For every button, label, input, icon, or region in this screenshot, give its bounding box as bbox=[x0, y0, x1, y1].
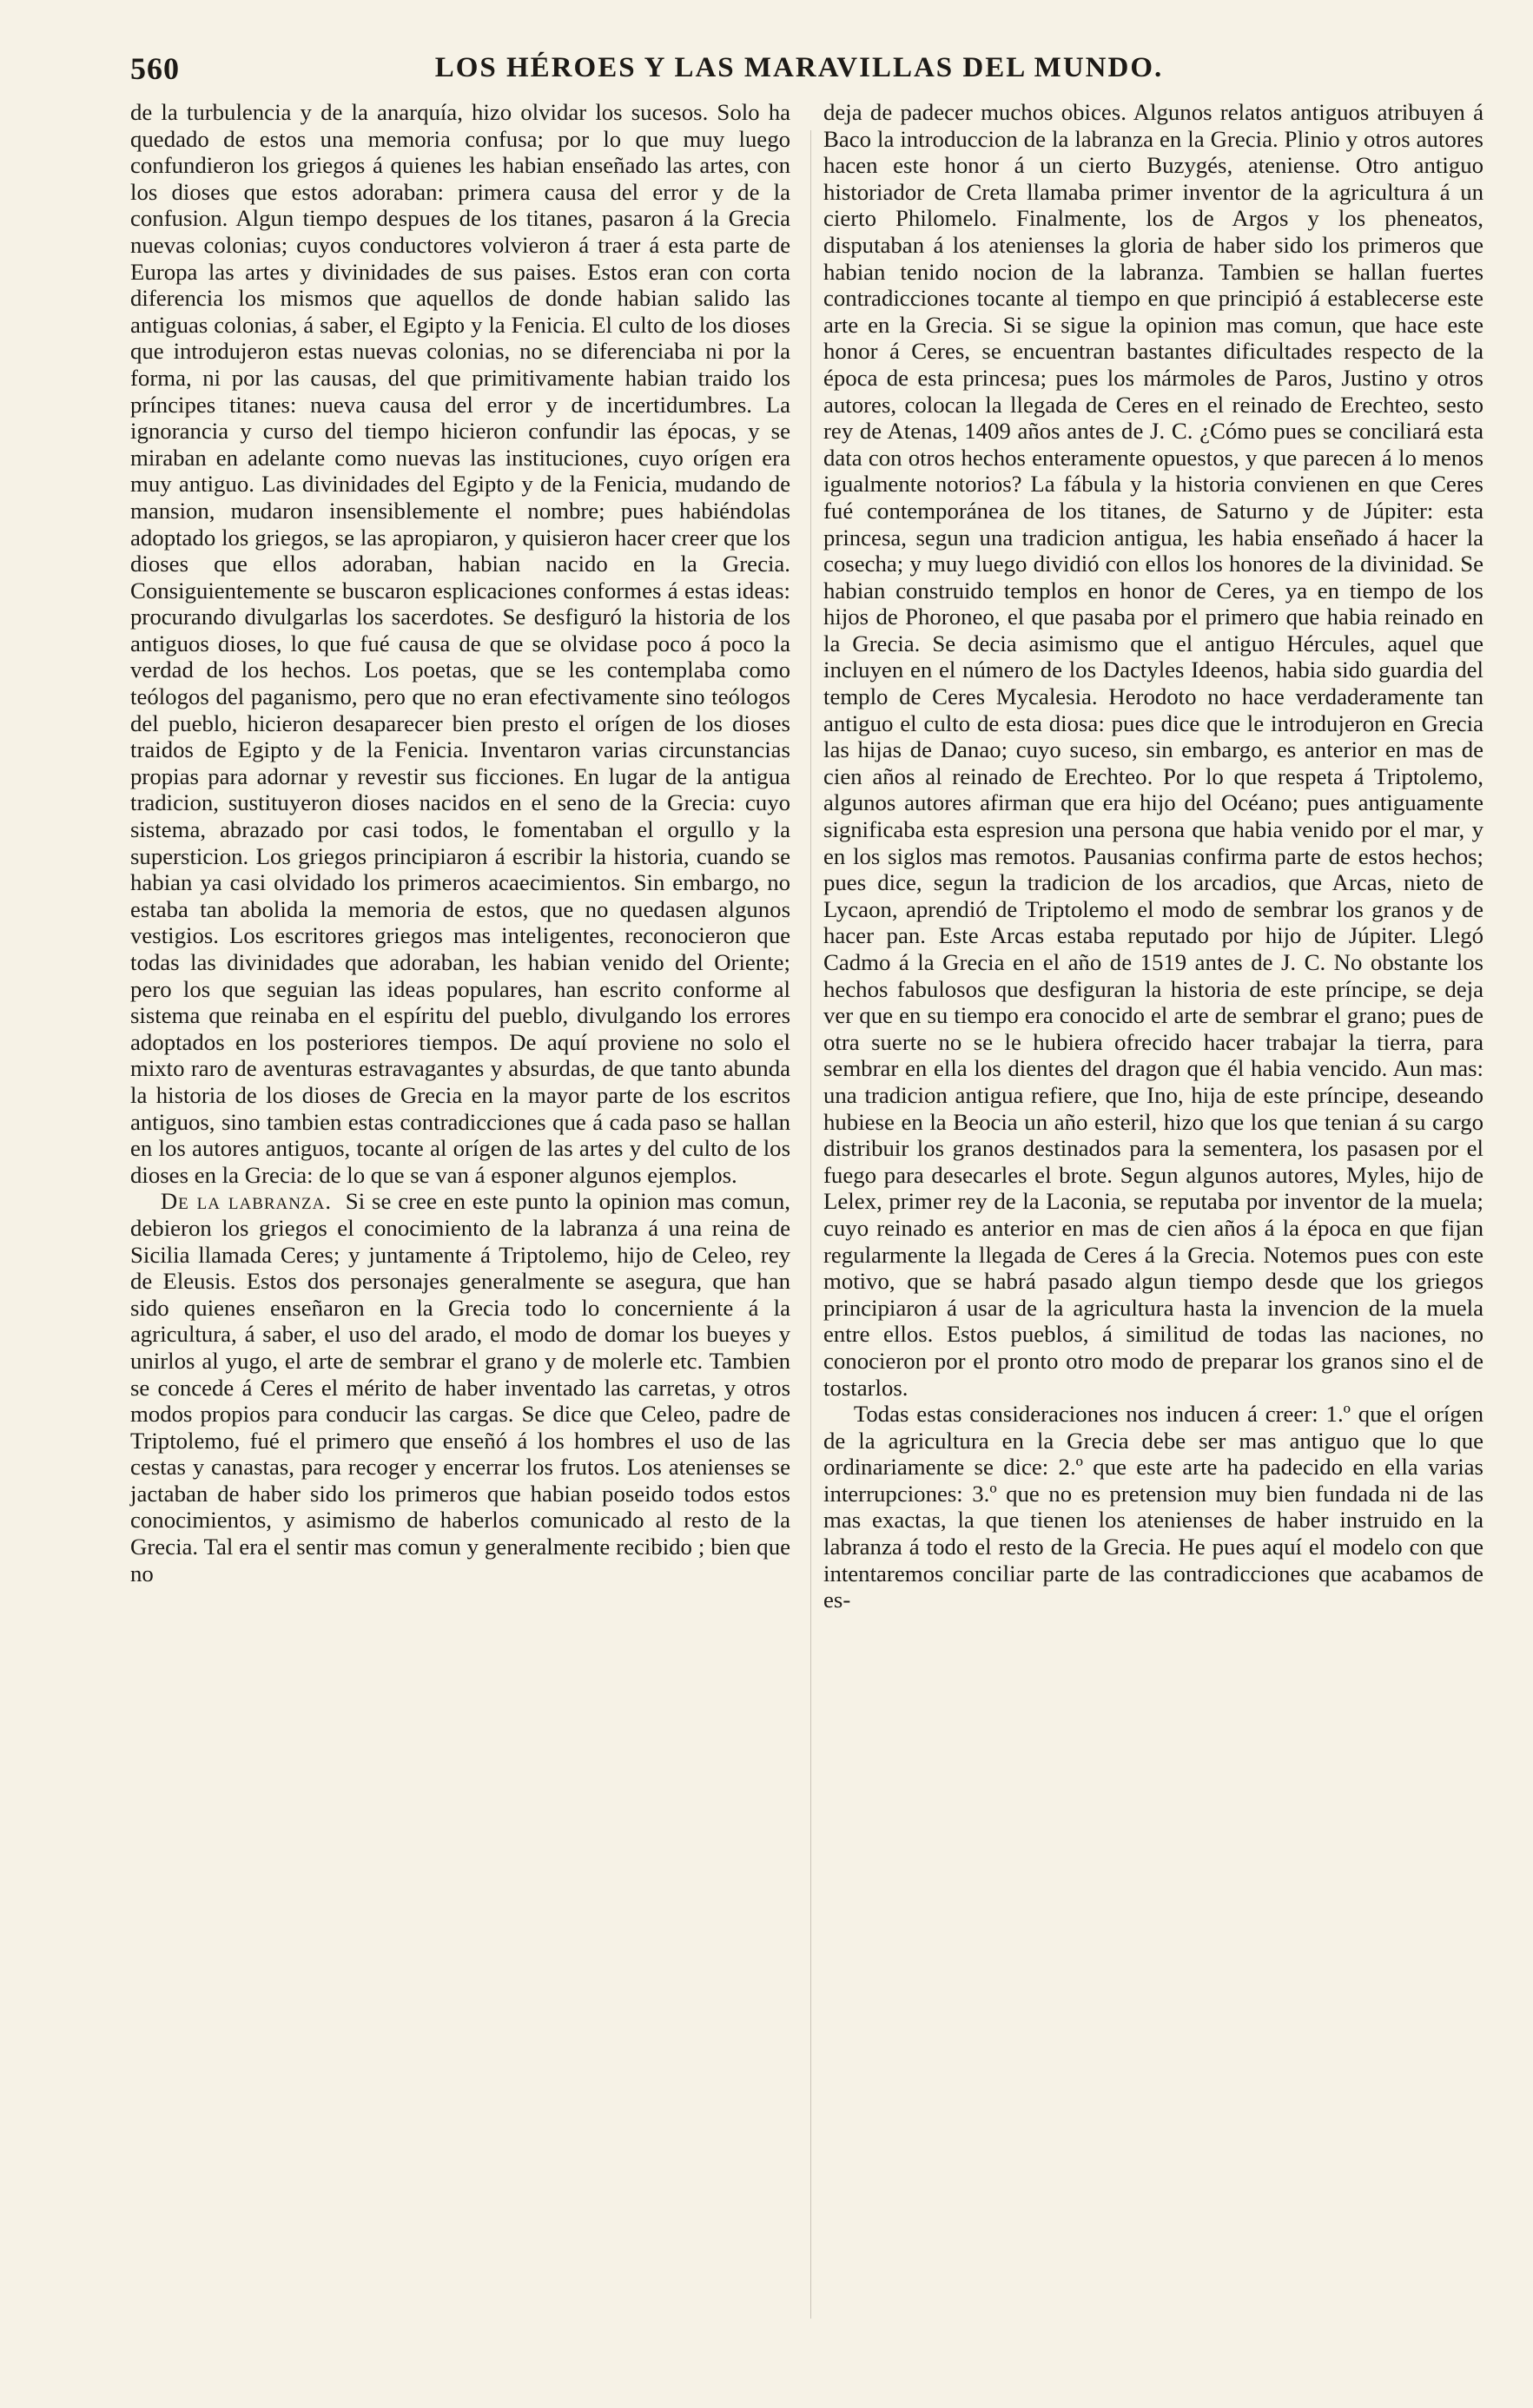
page-header bbox=[130, 50, 1468, 94]
running-title: LOS HÉROES Y LAS MARAVILLAS DEL MUNDO. bbox=[434, 52, 1164, 83]
right-paragraph-2: Todas estas consideraciones nos inducen á creer: 1.º que el orígen de la agricultura en la Grecia debe ser mas antiguo que lo que ordinariamente se dice: 2.º que este arte ha padecido en ella varias interrupciones: 3.º que no es pretension muy bien fundada ni de las mas exactas, la que tienen los atenienses de haber instruido en la labranza á todo el resto de la Grecia. He pues aquí el modelo con que intentaremos conciliar parte de las contradicciones que acabamos de es- bbox=[823, 1401, 1483, 1613]
right-paragraph-1: deja de padecer muchos obices. Algunos relatos antiguos atribuyen á Baco la introduccion de la labranza en la Grecia. Plinio y otros autores hacen este honor á un cierto Buzygés, ateniense. Otro antiguo historiador de Creta llamaba primer inventor de la agricultura á un cierto Philomelo. Finalmente, los de Argos y los pheneatos, disputaban á los atenienses la gloria de haber sido los primeros que habian tenido nocion de la labranza. Tambien se hallan fuertes contradicciones tocante al tiempo en que principió á establecerse este arte en la Grecia. Si se sigue la opinion mas comun, que hace este honor á Ceres, se encuentran bastantes dificultades respecto de la época de esta princesa; pues los mármoles de Paros, Justino y otros autores, colocan la llegada de Ceres en el reinado de Erechteo, sesto rey de Atenas, 1409 años antes de J. C. ¿Cómo pues se conciliará esta data con otros hechos enteramente opuestos, y que parecen á lo menos igualmente notorios? La fábula y la historia convienen en que Ceres fué contemporánea de los titanes, de Saturno y de Júpiter: esta princesa, segun una tradicion antigua, les habia enseñado á hacer la cosecha; y muy luego dividió con ellos los honores de la divinidad. Se habian construido templos en honor de Ceres, ya en tiempo de los hijos de Phoroneo, el que pasaba por el primero que habia reinado en la Grecia. Se decia asimismo que el antiguo Hércules, aquel que incluyen en el número de los Dactyles Ideenos, habia sido guardia del templo de Ceres Mycalesia. Herodoto no hace verdaderamente tan antiguo el culto de esta diosa: pues dice que le introdujeron en Grecia las hijas de Danao; cuyo suceso, sin embargo, es anterior en mas de cien años al reinado de Erechteo. Por lo que respeta á Triptolemo, algunos autores afirman que era hijo del Océano; pues antiguamente significaba esta espresion una persona que habia venido por el mar, y en los siglos mas remotos. Pausanias confirma parte de estos hechos; pues dice, segun la tradicion de los arcadios, que Arcas, nieto de Lycaon, aprendió de Triptolemo el modo de sembrar los granos y de hacer pan. Este Arcas estaba reputado por hijo de Júpiter. Llegó Cadmo á la Grecia en el año de 1519 antes de J. C. No obstante los hechos fabulosos que desfiguran la historia de este príncipe, se deja ver que en su tiempo era conocido el arte de sembrar el grano; pues de otra suerte no se le hubiera ofrecido hacer trabajar la tierra, para sembrar en ella los dientes del dragon que él habia vencido. Aun mas: una tradicion antigua refiere, que Ino, hija de este príncipe, deseando hubiese en la Beocia un año esteril, hizo que los que tenian á su cargo distribuir los granos destinados para la sementera, los pasasen por el fuego para desecarles el brote. Segun algunos autores, Myles, hijo de Lelex, primer rey de la Laconia, se reputaba por inventor de la muela; cuyo reinado es anterior en mas de cien años á la época en que fijan regularmente la llegada de Ceres á la Grecia. Notemos pues con este motivo, que se habrá pasado algun tiempo desde que los griegos principiaron á usar de la agricultura hasta la invencion de la muela entre ellos. Estos pueblos, á similitud de todas las naciones, no conocieron por el pronto otro modo de preparar los granos sino el de tostarlos. bbox=[823, 99, 1483, 1401]
column-divider bbox=[810, 130, 811, 2319]
left-paragraph-1: de la turbulencia y de la anarquía, hizo olvidar los sucesos. Solo ha quedado de estos una memoria confusa; por lo que muy luego confundieron los griegos á quienes les habian enseñado las artes, con los dioses que estos adoraban: primera causa del error y de la confusion. Algun tiempo despues de los titanes, pasaron á la Grecia nuevas colonias; cuyos conductores volvieron á traer á esta parte de Europa las artes y divinidades de sus paises. Estos eran con corta diferencia los mismos que aquellos de donde habian salido las antiguas colonias, á saber, el Egipto y la Fenicia. El culto de los dioses que introdujeron estas nuevas colonias, no se diferenciaba ni por la forma, ni por las causas, del que primitivamente habian traido los príncipes titanes: nueva causa del error y de incertidumbres. La ignorancia y curso del tiempo hicieron confundir las épocas, y se miraban en adelante como nuevas las instituciones, cuyo orígen era muy antiguo. Las divinidades del Egipto y de la Fenicia, mudando de mansion, mudaron insensiblemente el nombre; pues habiéndolas adoptado los griegos, se las apropiaron, y quisieron hacer creer que los dioses que ellos adoraban, habian nacido en la Grecia. Consiguientemente se buscaron esplicaciones conformes á estas ideas: procurando divulgarlas los sacerdotes. Se desfiguró la historia de los antiguos dioses, lo que fué causa de que se olvidase poco á poco la verdad de los hechos. Los poetas, que se les contemplaba como teólogos del paganismo, pero que no eran efectivamente sino teólogos del pueblo, hicieron desaparecer bien presto el orígen de los dioses traidos de Egipto y de la Fenicia. Inventaron varias circunstancias propias para adornar y revestir sus ficciones. En lugar de la antigua tradicion, sustituyeron dioses nacidos en el seno de la Grecia: cuyo sistema, abrazado por casi todos, le fomentaban el orgullo y la supersticion. Los griegos principiaron á escribir la historia, cuando se habian ya casi olvidado los primeros acaecimientos. Sin embargo, no estaba tan abolida la memoria de estos, que no quedasen algunos vestigios. Los escritores griegos mas inteligentes, reconocieron que todas las divinidades que adoraban, les habian venido del Oriente; pero los que seguian las ideas populares, han escrito conforme al sistema que reinaba en el espíritu del pueblo, divulgando los errores adoptados en los posteriores tiempos. De aquí proviene no solo el mixto raro de aventuras estravagantes y absurdas, de que tanto abunda la historia de los dioses de Grecia en la mayor parte de los escritos antiguos, sino tambien estas contradicciones que á cada paso se hallan en los autores antiguos, tocante al orígen de las artes y del culto de los dioses en la Grecia: de lo que se van á esponer algunos ejemplos. bbox=[130, 99, 790, 1188]
left-column bbox=[130, 99, 790, 1587]
right-column bbox=[823, 99, 1483, 1613]
left-paragraph-2 bbox=[130, 1188, 790, 1587]
left-paragraph-2-text: Si se cree en este punto la opinion mas comun, debieron los griegos el conocimiento de la labranza á una reina de Sicilia llamada Ceres; y juntamente á Triptolemo, hijo de Celeo, rey de Eleusis. Estos dos personajes generalmente se asegura, que han sido quienes enseñaron en la Grecia todo lo concerniente á la agricultura, á saber, el uso del arado, el modo de domar los bueyes y unirlos al yugo, el arte de sembrar el grano y de molerle etc. Tambien se concede á Ceres el mérito de haber inventado las carretas, y otros modos propios para conducir las cargas. Se dice que Celeo, padre de Triptolemo, fué el primero que enseñó á los hombres el uso de las cestas y canastas, para recoger y encerrar los frutos. Los atenienses se jactaban de haber sido los primeros que habian poseido todos estos conocimientos, y asimismo de haberlos comunicado al resto de la Grecia. Tal era el sentir mas comun y generalmente recibido ; bien que no bbox=[130, 1188, 791, 1587]
section-heading: De la labranza. bbox=[160, 1188, 333, 1215]
page-number: 560 bbox=[130, 51, 180, 86]
